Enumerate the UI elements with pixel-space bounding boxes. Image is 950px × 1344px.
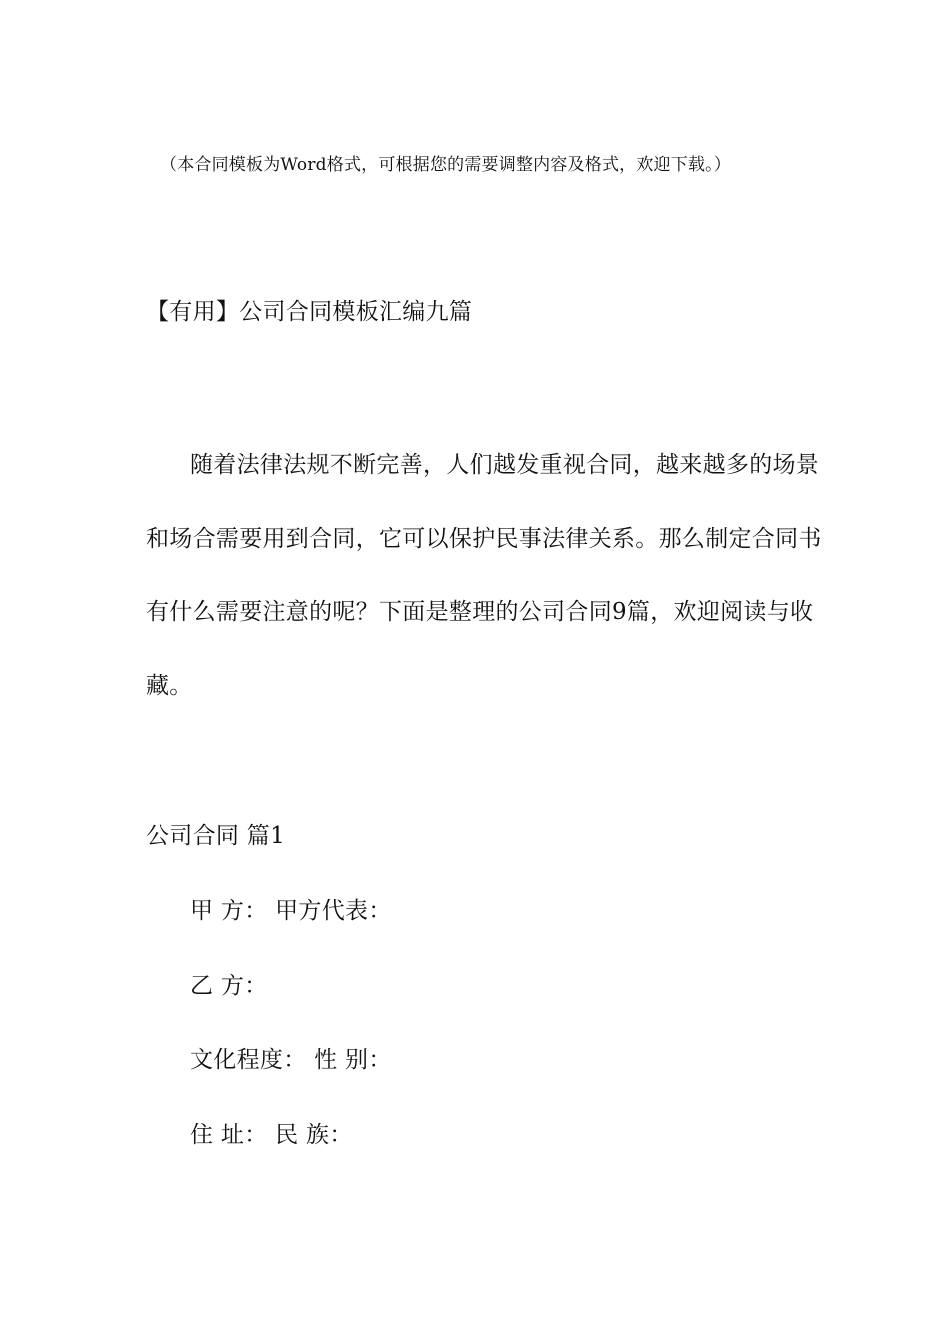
intro-paragraph-line-3: 有什么需要注意的呢？下面是整理的公司合同9篇，欢迎阅读与收 — [146, 599, 814, 625]
intro-paragraph-line-2: 和场合需要用到合同，它可以保护民事法律关系。那么制定合同书 — [146, 526, 822, 552]
template-note: （本合同模板为Word格式，可根据您的需要调整内容及格式，欢迎下载。） — [160, 155, 732, 175]
intro-paragraph-line-4: 藏。 — [146, 673, 193, 699]
party-a-field: 甲 方： 甲方代表： — [190, 898, 392, 924]
education-gender-field: 文化程度： 性 别： — [190, 1047, 392, 1073]
party-b-field: 乙 方： — [190, 973, 268, 999]
address-ethnicity-field: 住 址： 民 族： — [190, 1122, 353, 1148]
document-title: 【有用】公司合同模板汇编九篇 — [146, 299, 473, 325]
section-heading: 公司合同 篇1 — [146, 823, 286, 849]
intro-paragraph-line-1: 随着法律法规不断完善，人们越发重视合同，越来越多的场景 — [190, 452, 820, 478]
